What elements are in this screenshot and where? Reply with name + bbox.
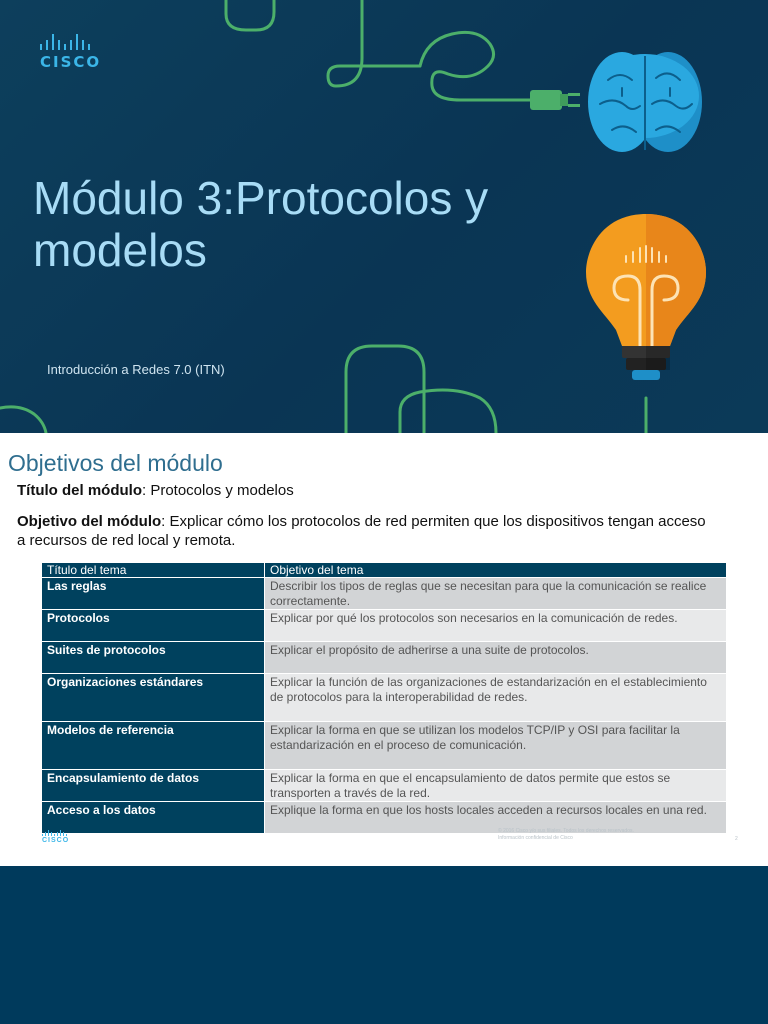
- topic-objective: Describir los tipos de reglas que se necesitan para que la comunicación se realice correctamente.: [265, 578, 727, 610]
- plug-icon: [530, 90, 580, 110]
- table-row: [42, 770, 727, 802]
- footer-confidential-text: Información confidencial de Cisco: [498, 835, 573, 841]
- topics-table: [41, 562, 727, 834]
- objectives-slide: [0, 433, 768, 866]
- cisco-bars-icon: [40, 34, 101, 50]
- cisco-logo: [40, 34, 101, 71]
- module-title-value: : Protocolos y modelos: [141, 482, 294, 499]
- footer-copyright: [498, 828, 634, 842]
- topic-objective: Explicar por qué los protocolos son necesarios en la comunicación de redes.: [265, 610, 727, 642]
- topic-objective: Explicar la función de las organizaciones de estandarización en el establecimiento de protocolos para la interoperabilidad de redes.: [265, 674, 727, 722]
- topic-name: Suites de protocolos: [42, 642, 265, 674]
- topic-objective: Explique la forma en que los hosts locales acceden a recursos locales en una red.: [265, 802, 727, 834]
- cisco-wordmark: CISCO: [40, 53, 102, 71]
- header-topic-title: Título del tema: [42, 563, 265, 578]
- table-row: [42, 610, 727, 642]
- title-slide: [0, 0, 768, 433]
- module-objective-line: [17, 512, 717, 550]
- table-header-row: [42, 563, 727, 578]
- topic-objective: Explicar el propósito de adherirse a una suite de protocolos.: [265, 642, 727, 674]
- footer-page-number: 2: [735, 836, 738, 842]
- table-row: [42, 642, 727, 674]
- brain-icon: [588, 52, 702, 152]
- topic-name: Acceso a los datos: [42, 802, 265, 834]
- topic-name: Las reglas: [42, 578, 265, 610]
- slide-subtitle: Introducción a Redes 7.0 (ITN): [47, 362, 225, 377]
- header-topic-objective: Objetivo del tema: [265, 563, 727, 578]
- topic-name: Organizaciones estándares: [42, 674, 265, 722]
- footer-cisco-wordmark: CISCO: [42, 837, 70, 844]
- footer-copyright-text: © 2016 Cisco y/o sus filiales. Todos los derechos reservados.: [498, 828, 634, 834]
- module-objective-label: Objetivo del módulo: [17, 513, 162, 530]
- table-row: [42, 674, 727, 722]
- topic-name: Modelos de referencia: [42, 722, 265, 770]
- table-row: [42, 578, 727, 610]
- topic-objective: Explicar la forma en que se utilizan los modelos TCP/IP y OSI para facilitar la estandarización en el proceso de comunicación.: [265, 722, 727, 770]
- lightbulb-icon: [586, 214, 706, 380]
- cisco-bars-icon: [42, 830, 69, 836]
- module-title-line: [17, 482, 294, 499]
- module-title-label: Título del módulo: [17, 482, 142, 499]
- module-objective-value: : Explicar cómo los protocolos de red permiten que los dispositivos tengan acceso a recursos de red local y remota.: [17, 513, 706, 549]
- topic-name: Protocolos: [42, 610, 265, 642]
- topic-name: Encapsulamiento de datos: [42, 770, 265, 802]
- footer-cisco-logo: [42, 830, 69, 844]
- slide-title: Módulo 3:Protocolos y modelos: [33, 172, 489, 276]
- slide-heading: Objetivos del módulo: [8, 450, 223, 476]
- table-row: [42, 722, 727, 770]
- topic-objective: Explicar la forma en que el encapsulamiento de datos permite que estos se transporten a través de la red.: [265, 770, 727, 802]
